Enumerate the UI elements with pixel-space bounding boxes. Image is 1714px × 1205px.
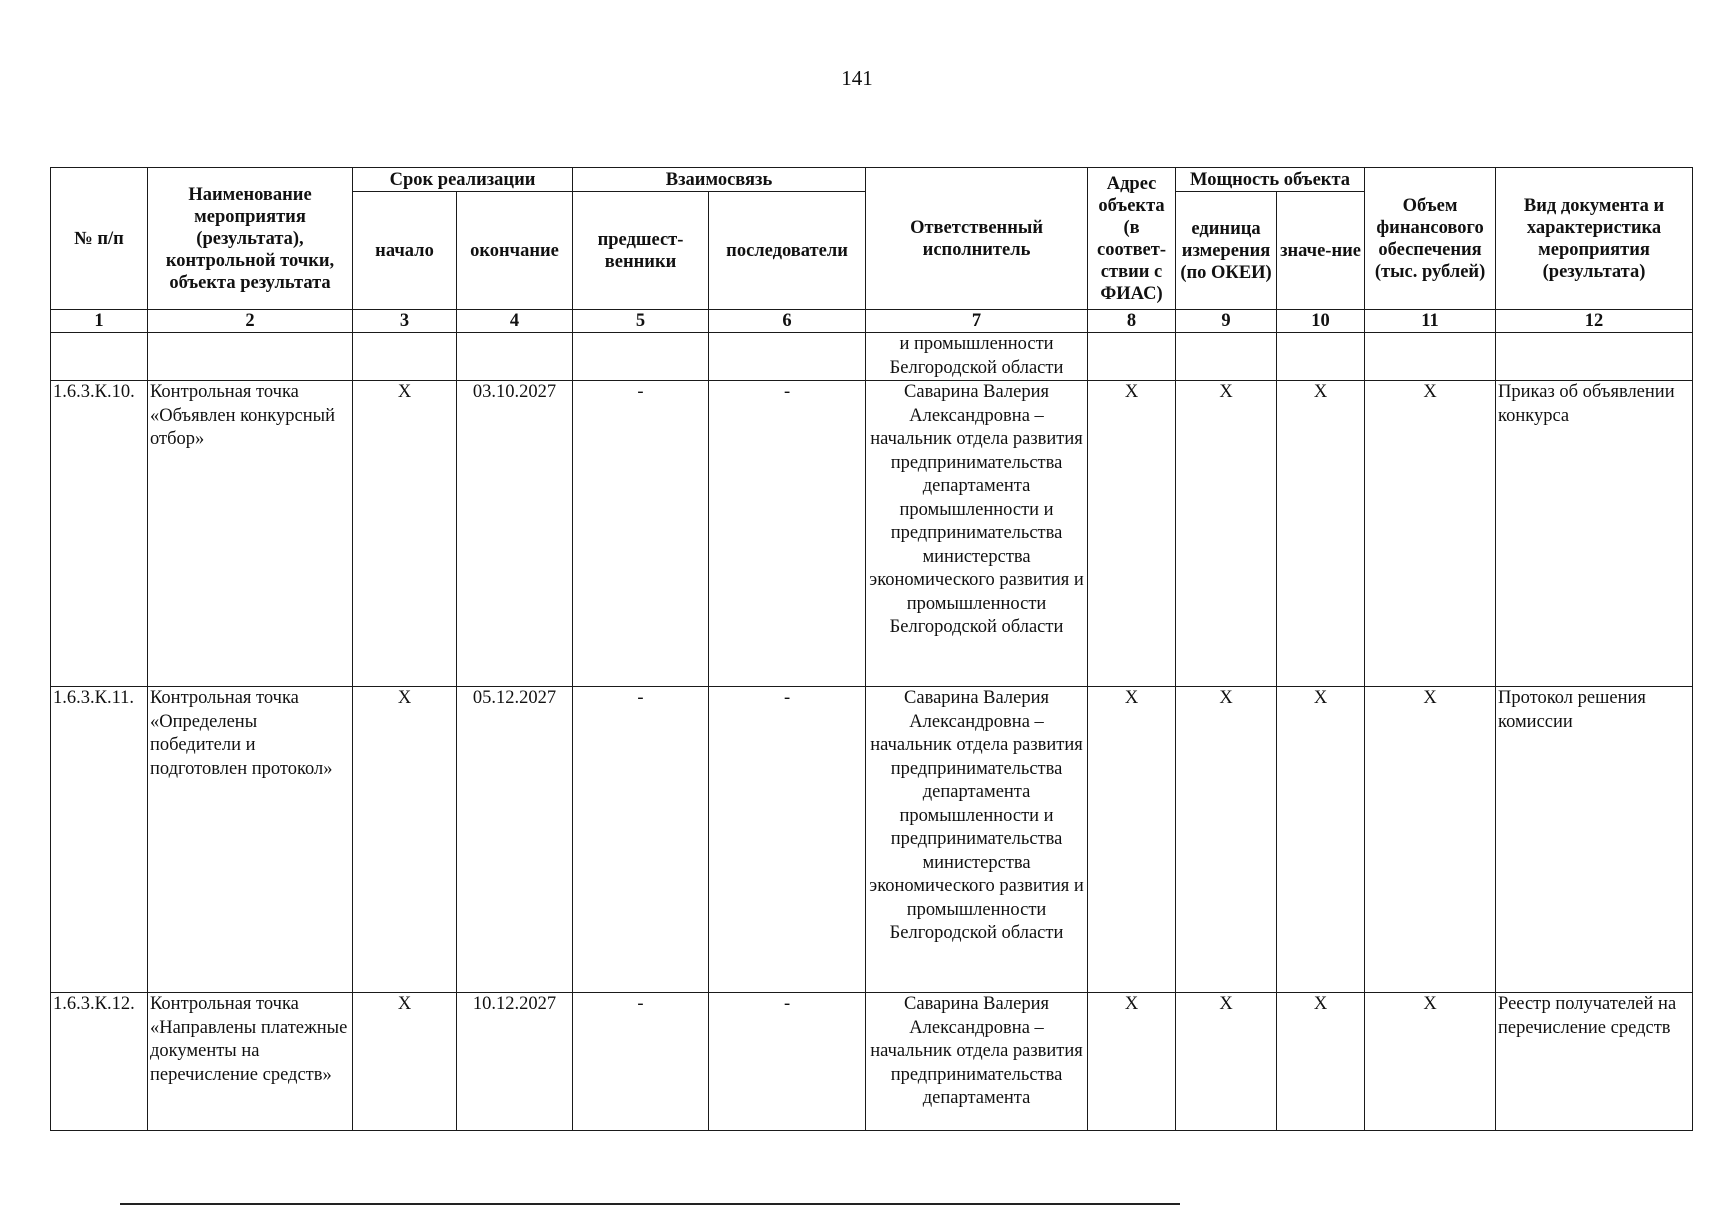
continuation-row [51, 333, 1693, 381]
row-address: Х [1088, 993, 1176, 1131]
row-predecessors: - [573, 687, 709, 993]
row-unit: Х [1176, 687, 1277, 993]
row-successors: - [709, 993, 866, 1131]
column-number: 1 [51, 310, 148, 333]
row-finance: Х [1365, 381, 1496, 687]
row-doc: Реестр получателей на перечисление средств [1496, 993, 1693, 1131]
table-row [51, 687, 1693, 993]
row-end: 05.12.2027 [457, 687, 573, 993]
column-number: 4 [457, 310, 573, 333]
row-successors: - [709, 381, 866, 687]
header-start: начало [353, 192, 457, 310]
column-number: 2 [148, 310, 353, 333]
row-start: Х [353, 687, 457, 993]
row-address: Х [1088, 381, 1176, 687]
header-responsible: Ответственный исполнитель [866, 168, 1088, 310]
header-finance: Объем финансового обеспечения (тыс. рублей) [1365, 168, 1496, 310]
row-predecessors: - [573, 993, 709, 1131]
row-address: Х [1088, 687, 1176, 993]
implementation-plan-table [50, 167, 1693, 1131]
row-code: 1.6.3.К.11. [51, 687, 148, 993]
row-end: 10.12.2027 [457, 993, 573, 1131]
row-predecessors: - [573, 381, 709, 687]
column-number: 10 [1277, 310, 1365, 333]
column-number: 3 [353, 310, 457, 333]
row-value: Х [1277, 381, 1365, 687]
column-number: 7 [866, 310, 1088, 333]
header-value: значе-ние [1277, 192, 1365, 310]
header-successors: последователи [709, 192, 866, 310]
continuation-responsible: и промышленности Белгородской области [866, 333, 1088, 381]
header-doc: Вид документа и характеристика мероприятия (результата) [1496, 168, 1693, 310]
row-doc: Приказ об объявлении конкурса [1496, 381, 1693, 687]
column-number: 5 [573, 310, 709, 333]
row-unit: Х [1176, 381, 1277, 687]
header-end: окончание [457, 192, 573, 310]
row-code: 1.6.3.К.10. [51, 381, 148, 687]
header-num: № п/п [51, 168, 148, 310]
row-code: 1.6.3.К.12. [51, 993, 148, 1131]
header-predecessors: предшест-венники [573, 192, 709, 310]
row-responsible: Саварина Валерия Александровна – начальник отдела развития предпринимательства департамента промышленности и предпринимательства министерства экономического развития и промышленности Белгородской области [866, 687, 1088, 993]
row-start: Х [353, 993, 457, 1131]
header-term: Срок реализации [353, 168, 573, 192]
header-name: Наименование мероприятия (результата), контрольной точки, объекта результата [148, 168, 353, 310]
table-row [51, 993, 1693, 1131]
column-number: 8 [1088, 310, 1176, 333]
table-header [51, 168, 1693, 333]
column-number: 12 [1496, 310, 1693, 333]
row-responsible: Саварина Валерия Александровна – начальник отдела развития предпринимательства департамента промышленности и предпринимательства министерства экономического развития и промышленности Белгородской области [866, 381, 1088, 687]
column-number-row [51, 310, 1693, 333]
row-name: Контрольная точка «Объявлен конкурсный отбор» [148, 381, 353, 687]
row-unit: Х [1176, 993, 1277, 1131]
row-value: Х [1277, 993, 1365, 1131]
column-number: 6 [709, 310, 866, 333]
header-capacity: Мощность объекта [1176, 168, 1365, 192]
row-value: Х [1277, 687, 1365, 993]
header-unit: единица измерения (по ОКЕИ) [1176, 192, 1277, 310]
row-responsible: Саварина Валерия Александровна – начальник отдела развития предпринимательства департамента [866, 993, 1088, 1131]
page-number: 141 [841, 66, 873, 90]
row-finance: Х [1365, 993, 1496, 1131]
table-row [51, 381, 1693, 687]
row-end: 03.10.2027 [457, 381, 573, 687]
row-successors: - [709, 687, 866, 993]
row-name: Контрольная точка «Направлены платежные документы на перечисление средств» [148, 993, 353, 1131]
header-address: Адрес объекта (в соответ-ствии с ФИАС) [1088, 168, 1176, 310]
row-doc: Протокол решения комиссии [1496, 687, 1693, 993]
row-name: Контрольная точка «Определены победители и подготовлен протокол» [148, 687, 353, 993]
row-start: Х [353, 381, 457, 687]
column-number: 9 [1176, 310, 1277, 333]
column-number: 11 [1365, 310, 1496, 333]
header-relation: Взаимосвязь [573, 168, 866, 192]
row-finance: Х [1365, 687, 1496, 993]
